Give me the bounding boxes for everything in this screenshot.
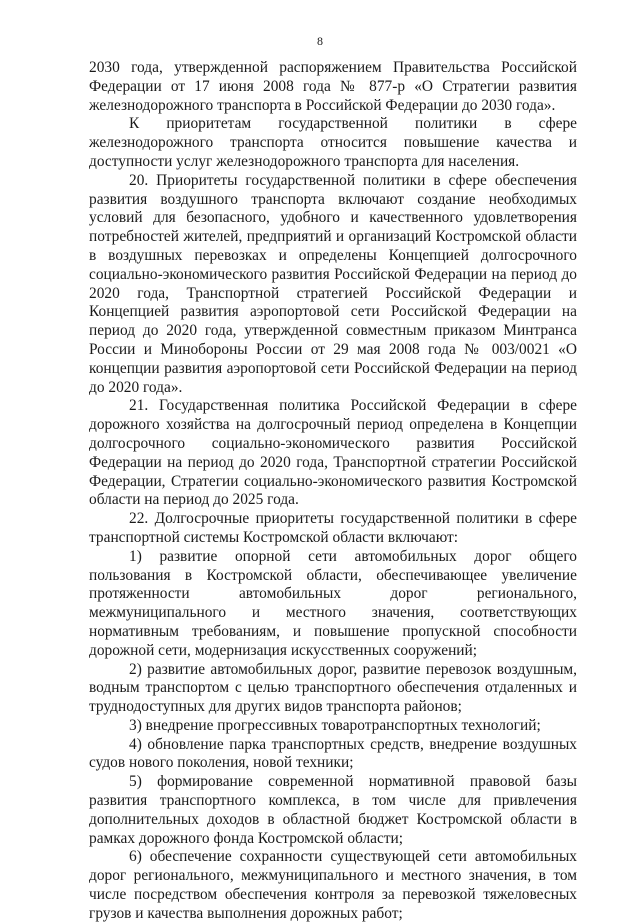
paragraph-railway-priorities: К приоритетам государственной политики в сфере железнодорожного транспорта относится повышение качества и доступности услуг железнодорожного транспорта для населения. [89,115,577,170]
list-item-4-fleet-renewal: 4) обновление парка транспортных средств, внедрение воздушных судов нового поколения, новой техники; [89,735,577,772]
paragraph-22-long-term-priorities: 22. Долгосрочные приоритеты государственной политики в сфере транспортной системы Костромской области включают: [89,510,577,546]
list-item-1-road-network: 1) развитие опорной сети автомобильных дорог общего пользования в Костромской области, обеспечивающее увеличение протяженности автомобильных дорог регионального, межмуниципального и местного значения, соответствующих нормативным требованиям, и повышение пропускной способности дорожной сети, модернизация искусственных сооружений; [89,547,577,659]
paragraph-21-road-policy: 21. Государственная политика Российской Федерации в сфере дорожного хозяйства на долгосрочный период определена в Концепции долгосрочного социально-экономического развития Российской Федерации на период до 2020 года, Транспортной стратегии Российской Федерации, Стратегии социально-экономического развития Костромской области на период до 2025 года. [89,397,577,509]
paragraph-strategy-reference: 2030 года, утвержденной распоряжением Правительства Российской Федерации от 17 июня 2008 года № 877-р «О Стратегии развития железнодорожного транспорта в Российской Федерации до 2030 года». [89,59,577,114]
paragraph-20-air-transport: 20. Приоритеты государственной политики в сфере обеспечения развития воздушного транспорта включают создание необходимых условий для безопасного, удобного и качественного удовлетворения потребностей жителей, предприятий и организаций Костромской области в воздушных перевозках и определены Концепцией долгосрочного социально-экономического развития Российской Федерации на период до 2020 года, Транспортной стратегией Российской Федерации и Концепцией развития аэропортовой сети Российской Федерации на период до 2020 года, утвержденной совместным приказом Минтранса России и Минобороны России от 29 мая 2008 года № 003/0021 «О концепции развития аэропортовой сети Российской Федерации на период до 2020 года». [89,171,577,396]
list-item-3-technologies: 3) внедрение прогрессивных товаротранспортных технологий; [129,716,541,734]
list-item-5-regulatory-base: 5) формирование современной нормативной правовой базы развития транспортного комплекса, в том числе для привлечения дополнительных доходов в областной бюджет Костромской области в рамках дорожного фонда Костромской области; [89,773,577,847]
page-number: 8 [317,34,323,48]
list-item-2-remote-areas: 2) развитие автомобильных дорог, развитие перевозок воздушным, водным транспортом с целью транспортного обеспечения отдаленных и труднодоступных для других видов транспорта районов; [89,660,577,716]
list-item-6-road-preservation: 6) обеспечение сохранности существующей сети автомобильных дорог регионального, межмуниципального и местного значения, в том числе посредством обеспечения контроля за перевозкой тяжеловесных грузов и качества выполнения дорожных работ; [89,848,577,922]
document-body [89,59,577,924]
